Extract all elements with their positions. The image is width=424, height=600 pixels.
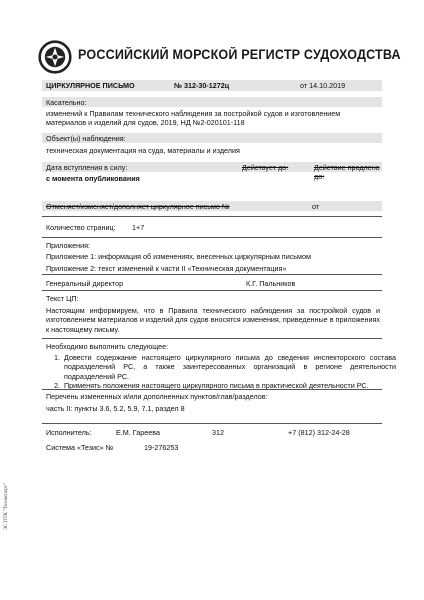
letter-number: № 312-30-1272ц bbox=[174, 81, 230, 90]
body-label: Текст ЦП: bbox=[46, 294, 79, 303]
signatory-name: К.Г. Пальников bbox=[246, 279, 296, 288]
org-title: РОССИЙСКИЙ МОРСКОЙ РЕГИСТР СУДОХОДСТВА bbox=[78, 47, 401, 62]
action-item: 2. Применять положения настоящего циркулярного письма в практической деятельности РС. bbox=[62, 381, 396, 390]
signatory-position: Генеральный директор bbox=[46, 279, 124, 288]
thesis-label: Система «Тезис» № bbox=[46, 443, 114, 452]
amended-label: Перечень измененных и/или дополненных пунктов/глав/разделов: bbox=[46, 392, 268, 401]
amended-text: часть II: пункты 3.6, 5.2, 5.9, 7.1, раздел 8 bbox=[46, 404, 185, 413]
divider bbox=[42, 274, 382, 275]
cancels-bar bbox=[42, 201, 382, 211]
letter-type-row bbox=[42, 80, 382, 91]
actions-list bbox=[46, 353, 396, 390]
side-stamp: ЭС ПТК "Техэксперт" bbox=[4, 483, 9, 530]
attachments-label: Приложения: bbox=[46, 241, 91, 250]
actions-label: Необходимо выполнить следующее: bbox=[46, 342, 169, 351]
divider bbox=[42, 290, 382, 291]
attachment-item-1: Приложение 1: информация об изменениях, внесенных циркулярным письмом bbox=[46, 252, 311, 261]
executor-ext: 312 bbox=[212, 428, 224, 437]
divider bbox=[42, 216, 382, 217]
effective-value: с момента опубликования bbox=[46, 174, 140, 183]
pages-value: 1+7 bbox=[132, 223, 145, 232]
cancels-label: Отменяет/изменяет/дополняет циркулярное письмо № bbox=[46, 202, 230, 211]
executor-name: Е.М. Гареева bbox=[116, 428, 160, 437]
divider bbox=[42, 237, 382, 238]
effective-label: Дата вступления в силу: bbox=[46, 163, 128, 172]
rs-logo-icon bbox=[38, 40, 72, 74]
objects-label: Объект(ы) наблюдения: bbox=[46, 134, 126, 143]
objects-label-bar bbox=[42, 133, 382, 143]
body-text: Настоящим информируем, что в Правила технического наблюдения за постройкой судов и изготовлением материалов и изделий для судов вносятся изменения, приведенные в приложениях к настоящему письму. bbox=[46, 306, 380, 334]
action-item: 1. Довести содержание настоящего циркулярного письма до сведения инспекторского состава подразделений РС, а также заинтересованных организаций в регионе деятельности подразделений РС. bbox=[62, 353, 396, 381]
letter-type-label: ЦИРКУЛЯРНОЕ ПИСЬМО bbox=[46, 81, 135, 90]
attachment-item-2: Приложение 2: текст изменений к части II «Техническая документация» bbox=[46, 264, 287, 273]
letter-date: от 14.10.2019 bbox=[300, 81, 346, 90]
divider bbox=[42, 423, 382, 424]
thesis-value: 19-276253 bbox=[144, 443, 179, 452]
extended-label: Действие продлено до: bbox=[314, 163, 380, 182]
valid-until-label: Действует до: bbox=[242, 163, 289, 172]
executor-phone: +7 (812) 312-24-28 bbox=[288, 428, 350, 437]
cancels-from-label: от bbox=[312, 202, 320, 211]
divider bbox=[42, 338, 382, 339]
divider bbox=[42, 389, 382, 390]
subject-label-bar bbox=[42, 97, 382, 107]
pages-label: Количество страниц: bbox=[46, 223, 116, 232]
subject-label: Касательно: bbox=[46, 98, 87, 107]
subject-text: изменений к Правилам технического наблюдения за постройкой судов и изготовлением материалов и изделий для судов, 2019, НД №2-020101-118 bbox=[46, 109, 341, 128]
objects-text: техническая документация на суда, материалы и изделия bbox=[46, 146, 240, 155]
executor-label: Исполнитель: bbox=[46, 428, 92, 437]
